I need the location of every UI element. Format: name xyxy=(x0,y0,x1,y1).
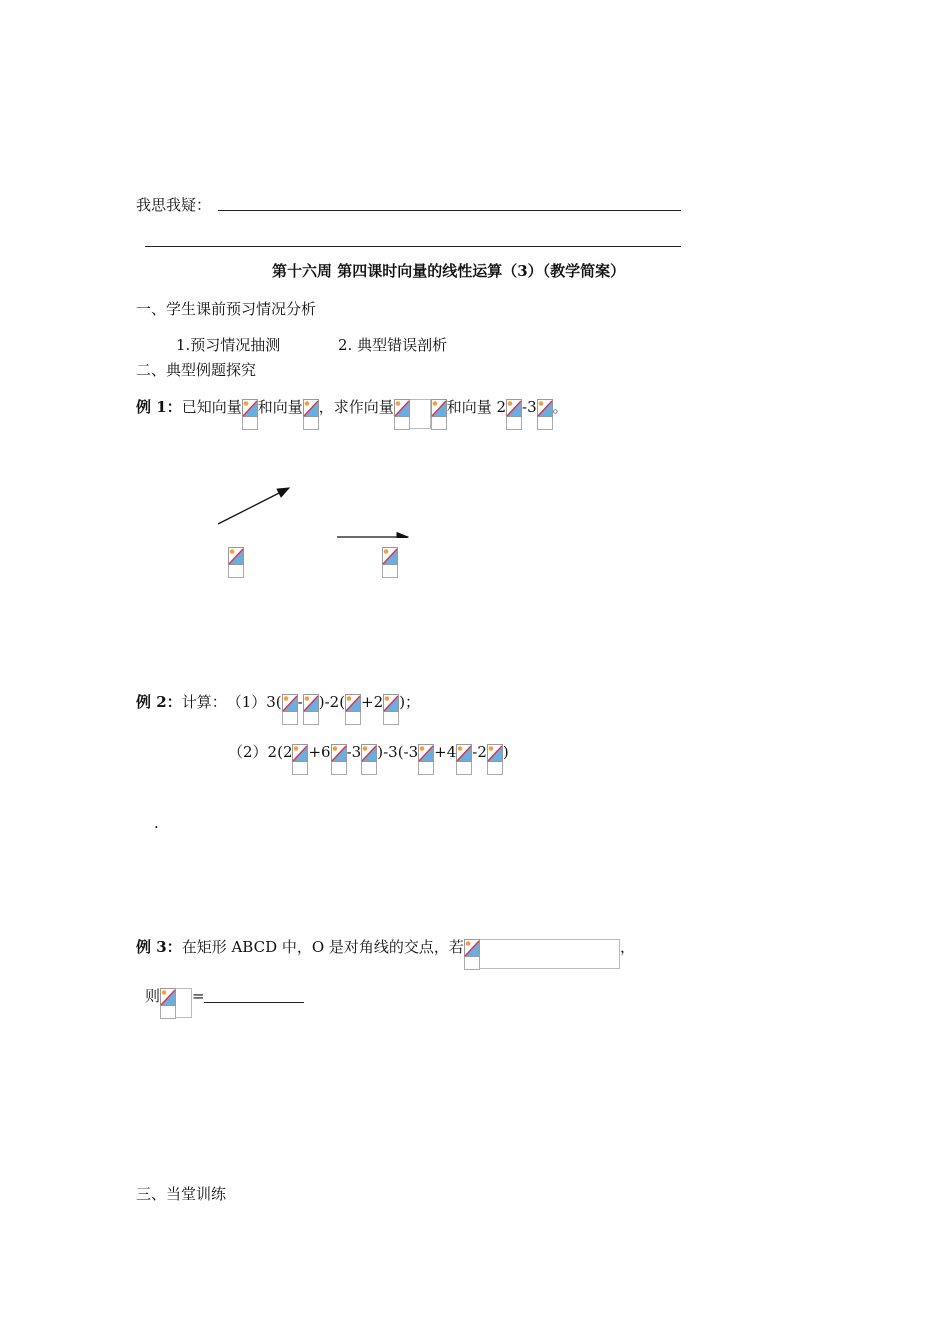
example-3-line-1 xyxy=(136,938,635,970)
example-3-comma: ， xyxy=(619,938,635,956)
example-1-text-a: 已知向量 xyxy=(181,398,242,416)
vector-condition-image-frame xyxy=(478,939,620,969)
example-3-equals: = xyxy=(192,987,205,1005)
example-2-calc: 计算： xyxy=(181,693,227,711)
example-2-part1-mid3: +2 xyxy=(361,693,384,711)
vector-image-icon xyxy=(418,744,434,775)
example-1-label: 例 1 xyxy=(136,398,167,416)
page-title: 第十六周 第四课时向量的线性运算（3）（教学简案） xyxy=(272,262,626,280)
example-2-line-1 xyxy=(136,693,420,725)
section-heading-practice: 三、当堂训练 xyxy=(136,1185,227,1203)
vector-2a-image-icon xyxy=(506,399,522,430)
vector-diagram xyxy=(210,478,420,538)
vector-b-image-icon xyxy=(303,399,319,430)
vector-image-icon xyxy=(345,694,361,725)
example-1-colon: ： xyxy=(166,398,182,416)
vector-a-label-icon xyxy=(228,547,244,578)
example-1-text-f: 。 xyxy=(552,398,568,416)
example-2-part2-end: ) xyxy=(502,743,509,761)
example-2-part2-mid5: -2 xyxy=(472,743,487,761)
vector-sum-image-icon xyxy=(394,399,410,430)
vector-result-image-frame xyxy=(174,988,192,1018)
vector-a-image-icon xyxy=(242,399,258,430)
reflection-answer-line xyxy=(218,210,681,211)
vector-image-icon xyxy=(361,744,377,775)
example-2-part2-mid4: +4 xyxy=(434,743,457,761)
vector-image-icon xyxy=(292,744,308,775)
vector-sum-image-frame xyxy=(408,399,431,429)
example-2-part1-prefix: （1）3( xyxy=(226,693,282,711)
example-2-part2-mid1: +6 xyxy=(308,743,331,761)
vector-image-icon xyxy=(282,694,298,725)
example-2-part2-mid2: -3 xyxy=(346,743,362,761)
example-2-part1-end: )； xyxy=(399,693,421,711)
example-2-label: 例 2 xyxy=(136,693,167,711)
section-heading-preview: 一、学生课前预习情况分析 xyxy=(136,300,317,318)
example-2-part1-mid1: - xyxy=(297,693,303,711)
vector-sum-b-image-icon xyxy=(431,399,447,430)
example-3-label: 例 3 xyxy=(136,938,167,956)
reflection-label: 我思我疑： xyxy=(136,196,212,214)
preview-item-2: 2. 典型错误剖析 xyxy=(338,336,448,354)
preview-item-1: 1.预习情况抽测 xyxy=(176,336,281,354)
example-3-colon: ： xyxy=(166,938,182,956)
vector-image-icon xyxy=(487,744,503,775)
vector-image-icon xyxy=(456,744,472,775)
section-heading-examples: 二、典型例题探究 xyxy=(136,361,257,379)
example-2-colon: ： xyxy=(166,693,182,711)
example-1-line xyxy=(136,398,568,430)
example-2-line-2 xyxy=(228,743,509,775)
example-1-text-e: -3 xyxy=(522,398,537,416)
example-1-text-d: 和向量 2 xyxy=(446,398,507,416)
vector-3b-image-icon xyxy=(537,399,553,430)
vector-image-icon xyxy=(303,694,319,725)
vector-image-icon xyxy=(331,744,347,775)
example-3-then: 则 xyxy=(145,987,161,1005)
vector-b-label-icon xyxy=(382,547,398,578)
separator-line xyxy=(145,246,681,247)
example-2-part1-mid2: )-2( xyxy=(318,693,346,711)
example-3-line-2 xyxy=(145,987,205,1019)
stray-dot: . xyxy=(154,814,159,832)
vector-condition-image-icon xyxy=(464,939,480,970)
example-1-text-c: ，求作向量 xyxy=(318,398,394,416)
example-2-part2-mid3: )-3(-3 xyxy=(377,743,419,761)
vector-image-icon xyxy=(383,694,399,725)
example-2-part2-prefix: （2）2(2 xyxy=(228,743,293,761)
example-1-text-b: 和向量 xyxy=(257,398,303,416)
example-3-text: 在矩形 ABCD 中，O 是对角线的交点，若 xyxy=(181,938,464,956)
example-3-answer-line xyxy=(204,1002,304,1003)
vector-result-image-icon xyxy=(160,988,176,1019)
vector-a-arrow xyxy=(218,488,289,524)
